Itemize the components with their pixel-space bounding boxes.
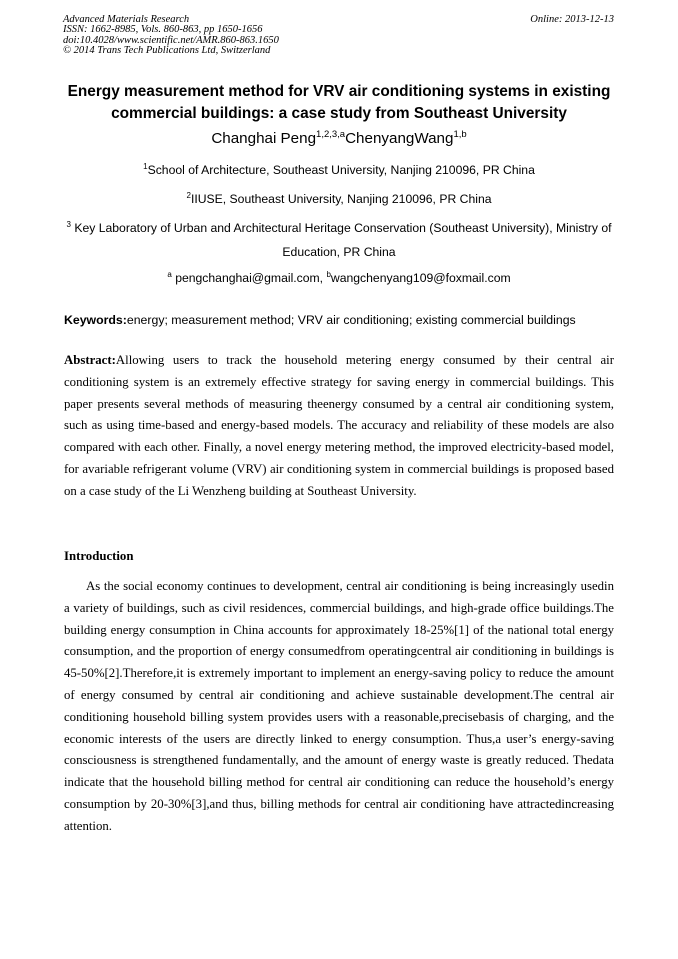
keywords bbox=[64, 313, 576, 327]
keywords-label: Keywords: bbox=[64, 313, 127, 327]
keywords-text: energy; measurement method; VRV air conditioning; existing commercial buildings bbox=[126, 313, 576, 327]
paper-title: Energy measurement method for VRV air conditioning systems in existing commercial buildings: a case study from Southeast University bbox=[67, 83, 611, 122]
affiliation-2: $^2$IIUSE, Southeast University, Nanjing 210096, PR China bbox=[186, 191, 492, 206]
journal-copyright: © 2014 Trans Tech Publications Ltd, Switzerland bbox=[63, 45, 271, 57]
email-link[interactable]: wangchenyang109@foxmail.com bbox=[330, 271, 511, 285]
abstract-text: Allowing users to track the household metering energy consumed by their central air conditioning system is an extremely effective strategy for saving energy in commercial buildings. This paper presents several methods of measuring theenergy consumed by a central air conditioning system, such as using time-based and energy-based models. The accuracy and reliability of these models are also compared with each other. Finally, a novel energy metering method, the improved electricity-based model, for avariable refrigerant volume (VRV) air conditioning system in commercial buildings is proposed based on a case study of the Li Wenzheng building at Southeast University. bbox=[64, 353, 614, 498]
introduction-paragraph: As the social economy continues to development, central air conditioning is being increasingly usedin a variety of buildings, such as civil residences, commercial buildings, and high-grade office buildings.The building energy consumption in China accounts for approximately 18-25%[1] of the national total energy consumption, and the proportion of energy consumedfrom operatingcentral air conditioning in buildings is 45-50%[2].Therefore,it is extremely important to implement an energy-saving policy to reduce the amount of energy consumed by central air conditioning and achieve sustainable development.The central air conditioning household billing system provides users with a reasonable,precisebasis of charging, and the economic interests of the users are directly linked to energy consumption. Thus,a user’s energy-saving consciousness is strengthened fundamentally, and the amount of energy waste is greatly reduced. Thedata indicate that the household billing method for central air conditioning can reduce the household’s energy consumption by 20-30%[3],and thus, billing methods for central air conditioning have attractedincreasing attention. bbox=[64, 579, 614, 833]
journal-name: Advanced Materials Research bbox=[63, 14, 190, 25]
author-line bbox=[40, 129, 638, 149]
author-name: ChenyangWang bbox=[345, 130, 454, 147]
journal-issn: ISSN: 1662-8985, Vols. 860-863, pp 1650-1656 bbox=[63, 24, 263, 36]
author-name: Changhai Peng bbox=[211, 130, 317, 147]
online-date: Online: 2013-12-13 bbox=[530, 14, 614, 25]
abstract bbox=[64, 350, 614, 503]
author-affiliation-marker: 1,2,3,a bbox=[316, 129, 346, 140]
affiliation-3: $^3$ Key Laboratory of Urban and Architectural Heritage Conservation (Southeast University), Ministry of Education, PR China bbox=[66, 220, 612, 259]
email-link[interactable]: pengchanghai@gmail.com, bbox=[171, 271, 327, 285]
journal-doi: doi:10.4028/www.scientific.net/AMR.860-863.1650 bbox=[63, 34, 279, 46]
abstract-label: Abstract: bbox=[64, 353, 116, 367]
affiliation-1: $^1$School of Architecture, Southeast University, Nanjing 210096, PR China bbox=[143, 162, 535, 177]
author-emails: $^a$ pengchanghai@gmail.com, $^b$wangchenyang109@foxmail.com bbox=[167, 270, 511, 285]
journal-header bbox=[63, 15, 279, 57]
section-heading: Introduction bbox=[64, 549, 134, 563]
author-affiliation-marker: 1,b bbox=[453, 129, 467, 140]
